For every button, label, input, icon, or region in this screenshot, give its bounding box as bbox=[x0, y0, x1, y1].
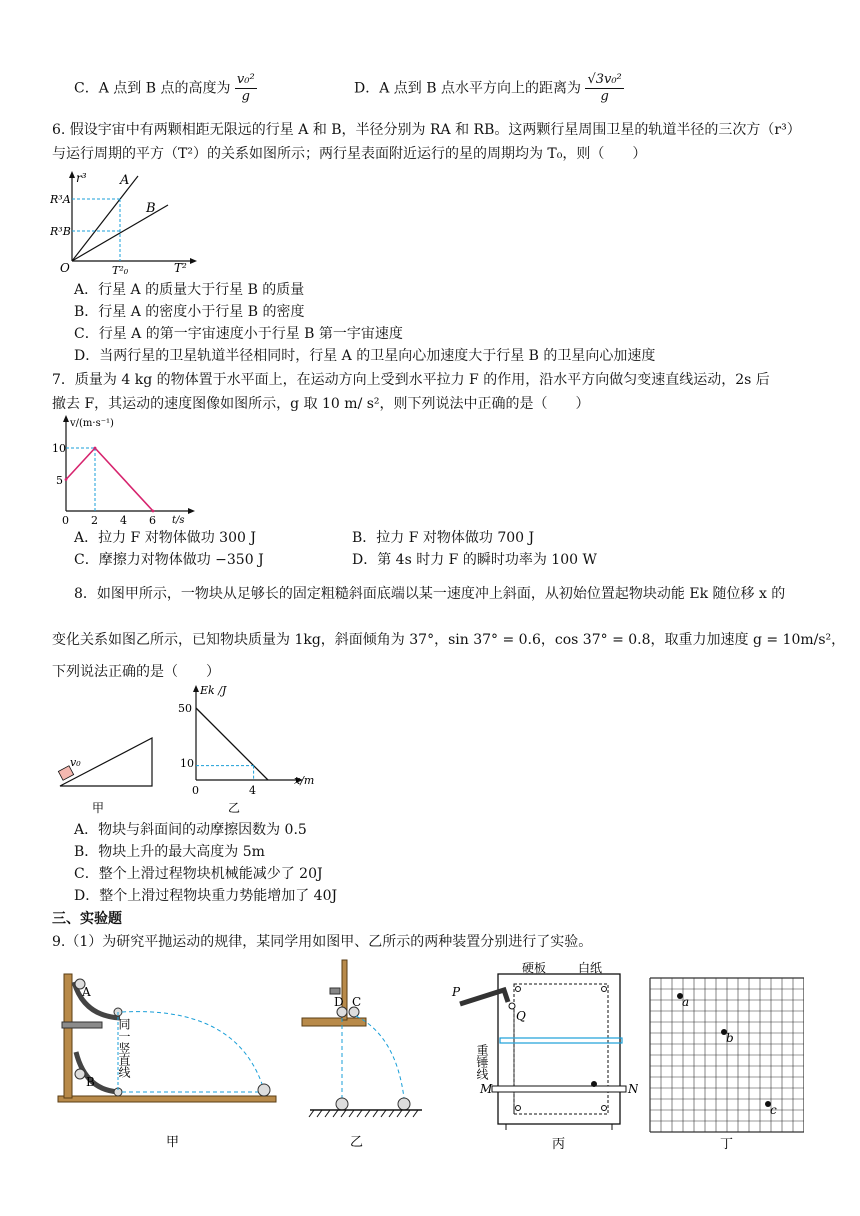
ding-label-b: b bbox=[726, 1031, 734, 1045]
ding-label-c: c bbox=[770, 1103, 777, 1117]
q7-xtick-0: 0 bbox=[62, 514, 69, 526]
yi-ground-hatch bbox=[309, 1110, 418, 1117]
q9-stem: 9.（1）为研究平抛运动的规律，某同学用如图甲、乙所示的两种装置分别进行了实验。 bbox=[52, 934, 593, 950]
q8-xtick-4: 4 bbox=[249, 784, 256, 797]
jia-vertical-text: 同一竖直线 bbox=[117, 1018, 131, 1078]
q7-x-arrow bbox=[188, 508, 195, 514]
q6-origin: O bbox=[60, 261, 70, 275]
q6-stem-line1: 6. 假设宇宙中有两颗相距无限远的行星 A 和 B，半径分别为 RA 和 RB。这两颗行星周围卫星的轨道半径的三次方（r³） bbox=[52, 122, 801, 138]
bing-ball bbox=[591, 1081, 597, 1087]
jia-label-a: A bbox=[82, 985, 91, 999]
q6-tick-ra: R³A bbox=[50, 193, 71, 206]
q7-xtick-4: 4 bbox=[120, 514, 127, 526]
q8-x-label: x/m bbox=[294, 774, 315, 787]
q8-v0-label: v₀ bbox=[70, 756, 81, 769]
q6-y-label: r³ bbox=[76, 171, 87, 185]
bing-bar-mn bbox=[492, 1086, 626, 1092]
q8-y-arrow bbox=[193, 685, 199, 692]
q5-option-d-fraction bbox=[585, 72, 623, 105]
bing-pin-tr bbox=[602, 987, 607, 992]
q7-velocity-line bbox=[66, 448, 153, 511]
yi-label-c: C bbox=[352, 995, 362, 1009]
jia-post bbox=[64, 974, 72, 1098]
jia-base bbox=[58, 1096, 276, 1102]
ding-grid bbox=[650, 978, 804, 1132]
q7-y-arrow bbox=[63, 415, 69, 422]
q6-option-d: D．当两行星的卫星轨道半径相同时，行星 A 的卫星向心加速度大于行星 B 的卫星向心加速度 bbox=[74, 348, 656, 364]
bing-caption: 丙 bbox=[552, 1137, 566, 1152]
yi-caption: 乙 bbox=[350, 1135, 364, 1150]
q9-fig-jia bbox=[54, 966, 284, 1156]
bing-label-board: 硬板 bbox=[522, 961, 547, 975]
q6-x-arrow bbox=[190, 258, 197, 264]
q8-fig-yi bbox=[172, 680, 332, 816]
q7-x-label: t/s bbox=[172, 515, 185, 526]
q7-ytick-5: 5 bbox=[56, 474, 63, 487]
bing-label-q: Q bbox=[516, 1009, 526, 1023]
bing-q-point bbox=[509, 1003, 515, 1009]
q6-label-a: A bbox=[120, 173, 130, 188]
q9-fig-yi bbox=[296, 956, 426, 1156]
bing-label-n: N bbox=[628, 1082, 638, 1096]
q8-xtick-0: 0 bbox=[192, 784, 199, 797]
q8-stem-line1: 8．如图甲所示，一物块从足够长的固定粗糙斜面底端以某一速度冲上斜面，从初始位置起物块动能 Ek 随位移 x 的 bbox=[74, 586, 786, 602]
section-title: 三、实验题 bbox=[52, 911, 122, 927]
yi-parabola bbox=[356, 1016, 404, 1098]
q7-option-b: B．拉力 F 对物体做功 700 J bbox=[352, 530, 535, 546]
bing-board bbox=[498, 974, 620, 1124]
q5-option-d-label: D． bbox=[354, 80, 380, 97]
q7-xtick-6: 6 bbox=[149, 514, 156, 526]
q6-label-b: B bbox=[146, 201, 156, 216]
q8-stem-line2: 变化关系如图乙所示，已知物块质量为 1kg，斜面倾角为 37°，sin 37° = 0.6，cos 37° = 0.8，取重力加速度 g = 10m/s²， bbox=[52, 632, 846, 648]
q8-stem-line3: 下列说法正确的是（ ） bbox=[52, 664, 220, 680]
bing-label-plumb: 重锤线 bbox=[475, 1044, 489, 1080]
q5-option-c-denominator: g bbox=[241, 89, 250, 104]
q8-fig-jia bbox=[50, 730, 162, 816]
q6-x-label: T² bbox=[174, 261, 187, 275]
q7-stem-line2: 撤去 F，其运动的速度图像如图所示，g 取 10 m/ s²，则下列说法中正确的是（ ） bbox=[52, 396, 590, 412]
q8-y-label: Ek /J bbox=[200, 684, 227, 697]
yi-ball-landed-d bbox=[336, 1098, 348, 1110]
q8-option-c: C．整个上滑过程物块机械能减少了 20J bbox=[74, 866, 323, 882]
q5-option-c-numerator: v₀² bbox=[236, 72, 255, 87]
q6-y-arrow bbox=[69, 171, 75, 178]
q7-graph bbox=[48, 414, 198, 526]
q9-fig-bing bbox=[448, 958, 638, 1154]
bing-pin-tl bbox=[516, 987, 521, 992]
q5-option-d-denominator: g bbox=[600, 89, 609, 104]
q7-option-c: C．摩擦力对物体做功 −350 J bbox=[74, 552, 264, 568]
q5-option-d-text: A 点到 B 点水平方向上的距离为 bbox=[379, 80, 581, 97]
q8-ek-line bbox=[196, 708, 268, 780]
q8-ytick-10: 10 bbox=[180, 757, 194, 770]
bing-label-p: P bbox=[452, 985, 461, 999]
q7-data-point bbox=[152, 510, 155, 513]
q7-y-label: v/(m·s⁻¹) bbox=[70, 418, 114, 429]
q7-option-d: D．第 4s 时力 F 的瞬时功率为 100 W bbox=[352, 552, 597, 568]
q7-data-point bbox=[65, 478, 68, 481]
q5-option-c-fraction bbox=[235, 72, 257, 105]
q8-caption-jia: 甲 bbox=[92, 801, 105, 815]
q5-option-d-numerator: √3v₀² bbox=[587, 72, 622, 87]
bing-label-paper: 白纸 bbox=[578, 961, 603, 975]
q5-option-d bbox=[354, 72, 624, 105]
yi-clamp bbox=[330, 988, 340, 994]
jia-parabola bbox=[122, 1012, 262, 1084]
bing-label-m: M bbox=[480, 1082, 493, 1096]
bing-pin-br bbox=[602, 1106, 607, 1111]
bing-ruler-blue bbox=[500, 1038, 622, 1043]
q7-xtick-2: 2 bbox=[91, 514, 98, 526]
q6-line-a bbox=[72, 176, 138, 261]
q7-ytick-10: 10 bbox=[52, 442, 66, 455]
q7-option-a: A．拉力 F 对物体做功 300 J bbox=[74, 530, 256, 546]
q8-option-d: D．整个上滑过程物块重力势能增加了 40J bbox=[74, 888, 338, 904]
bing-paper bbox=[514, 984, 608, 1114]
q6-option-b: B．行星 A 的密度小于行星 B 的密度 bbox=[74, 304, 305, 320]
jia-caption: 甲 bbox=[166, 1135, 180, 1150]
yi-ball-landed-c bbox=[398, 1098, 410, 1110]
jia-ball-b bbox=[75, 1069, 85, 1079]
q7-stem-line1: 7．质量为 4 kg 的物体置于水平面上，在运动方向上受到水平拉力 F 的作用，沿水平方向做匀变速直线运动，2s 后 bbox=[52, 372, 770, 388]
q8-option-b: B．物块上升的最大高度为 5m bbox=[74, 844, 265, 860]
bing-pin-bl bbox=[516, 1106, 521, 1111]
yi-label-d: D bbox=[334, 995, 344, 1009]
q6-tick-t0: T²₀ bbox=[112, 264, 129, 277]
q6-stem-line2: 与运行周期的平方（T²）的关系如图所示；两行星表面附近运行的星的周期均为 T₀，则（ ） bbox=[52, 146, 647, 162]
jia-ball-landing bbox=[258, 1084, 270, 1096]
q9-fig-ding bbox=[648, 976, 804, 1154]
bing-chute bbox=[460, 990, 508, 1004]
q7-data-point bbox=[94, 447, 97, 450]
yi-stand bbox=[302, 1018, 366, 1026]
jia-shelf-upper bbox=[62, 1022, 102, 1028]
q6-tick-rb: R³B bbox=[50, 225, 71, 238]
q5-option-c-text: A 点到 B 点的高度为 bbox=[98, 80, 231, 97]
ding-label-a: a bbox=[682, 995, 690, 1009]
q5-option-c bbox=[74, 72, 257, 105]
q8-option-a: A．物块与斜面间的动摩擦因数为 0.5 bbox=[74, 822, 307, 838]
q8-ytick-50: 50 bbox=[178, 702, 192, 715]
q8-caption-yi: 乙 bbox=[228, 801, 241, 815]
ding-caption: 丁 bbox=[720, 1137, 734, 1152]
jia-label-b: B bbox=[86, 1075, 95, 1089]
q6-graph bbox=[50, 168, 200, 278]
q6-option-c: C．行星 A 的第一宇宙速度小于行星 B 第一宇宙速度 bbox=[74, 326, 403, 342]
q5-option-c-label: C． bbox=[74, 80, 99, 97]
q6-option-a: A．行星 A 的质量大于行星 B 的质量 bbox=[74, 282, 305, 298]
